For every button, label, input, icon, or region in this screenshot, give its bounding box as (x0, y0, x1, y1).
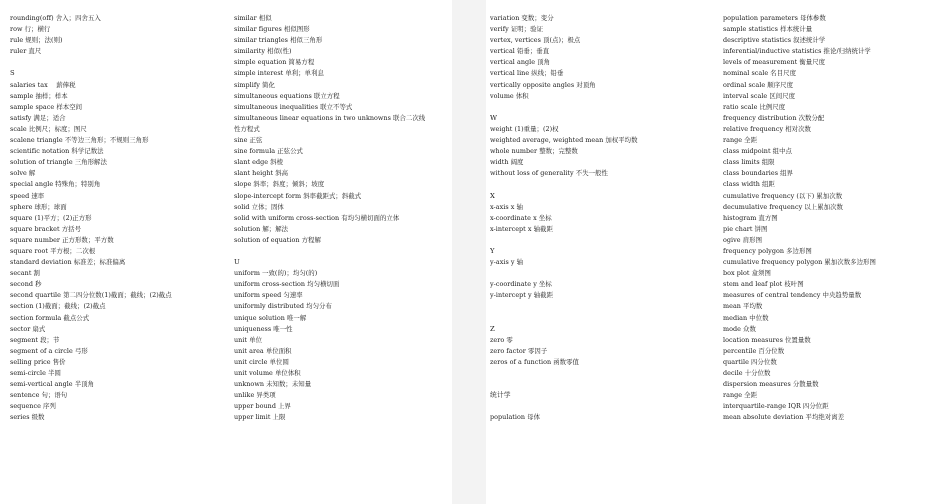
glossary-entry: solve 解 (10, 169, 36, 178)
glossary-entry: solution of equation 方程解 (234, 235, 321, 244)
glossary-entry: slope 斜率；斜度；倾斜；坡度 (234, 180, 325, 189)
glossary-page-left (0, 0, 452, 504)
blank-line (490, 102, 704, 113)
glossary-entry: class midpoint 组中点 (723, 147, 792, 156)
glossary-entry: uniform 一致(的)；均匀(的) (234, 269, 318, 278)
blank-line (490, 179, 704, 190)
glossary-entry: secant 割 (10, 269, 40, 278)
glossary-entry: sentence 句；语句 (10, 391, 68, 400)
glossary-entry: volume 体积 (490, 91, 529, 100)
glossary-entry: sample space 样本空间 (10, 102, 83, 111)
glossary-entry: whole number 整数；完整数 (490, 147, 578, 156)
glossary-entry: speed 速率 (10, 191, 45, 200)
glossary-entry: x-intercept x 轴截距 (490, 224, 553, 233)
glossary-entry: mode 众数 (723, 324, 756, 333)
glossary-entry: solution 解；解法 (234, 224, 289, 233)
glossary-entry: range 全距 (723, 136, 758, 145)
glossary-entry: x-coordinate x 坐标 (490, 213, 552, 222)
section-heading: S (10, 69, 15, 78)
page-gutter (452, 0, 486, 504)
glossary-entry: ruler 直尺 (10, 47, 42, 56)
blank-line (490, 368, 704, 379)
glossary-entry: unknown 未知数；未知量 (234, 380, 312, 389)
glossary-entry: percentile 百分位数 (723, 346, 785, 355)
glossary-entry: similar triangles 相似三角形 (234, 36, 323, 45)
blank-line (490, 268, 704, 279)
section-heading: W (490, 113, 498, 122)
glossary-entry: square root 平方根；二次根 (10, 246, 96, 255)
glossary-entry: zero 零 (490, 335, 513, 344)
glossary-column (723, 13, 937, 423)
blank-line (10, 57, 224, 68)
glossary-entry: population 母体 (490, 413, 541, 422)
blank-line (490, 313, 704, 324)
glossary-entry: scientific notation 科学记数法 (10, 147, 104, 156)
glossary-entry: solid 立体；固体 (234, 202, 284, 211)
glossary-entry: second 秒 (10, 280, 42, 289)
glossary-entry: series 级数 (10, 413, 45, 422)
glossary-entry: segment of a circle 弓形 (10, 346, 88, 355)
glossary-entry: section (1)截面；截线；(2)截点 (10, 302, 106, 311)
glossary-entry: similar 相似 (234, 14, 272, 22)
section-heading: Z (490, 324, 495, 333)
glossary-entry: y-coordinate y 坐标 (490, 280, 552, 289)
glossary-entry: sine 正弦 (234, 136, 263, 145)
glossary-entry: simple equation 简易方程 (234, 58, 315, 67)
glossary-entry: interquartile-range IQR 四分位距 (723, 402, 829, 411)
glossary-entry: cumulative frequency polygon 累加次数多边形图 (723, 258, 876, 267)
glossary-entry: scale 比例尺；标度；图尺 (10, 124, 87, 133)
glossary-entry: sample statistics 样本统计量 (723, 25, 813, 34)
glossary-entry: weighted average, weighted mean 加权平均数 (490, 136, 638, 145)
glossary-entry: quartile 四分位数 (723, 357, 777, 366)
glossary-entry: slant edge 斜棱 (234, 158, 284, 167)
glossary-entry: simultaneous inequalities 联立不等式 (234, 102, 353, 111)
glossary-entry: upper limit 上限 (234, 413, 286, 422)
glossary-entry: y-axis y 轴 (490, 258, 524, 267)
glossary-entry: uniform speed 匀速率 (234, 291, 303, 300)
glossary-entry: verify 证明；验证 (490, 25, 544, 34)
glossary-entry: salaries tax 薪俸税 (10, 80, 76, 89)
blank-line (490, 235, 704, 246)
glossary-entry: solid with uniform cross-section 有均匀横切面的立体 (234, 213, 400, 222)
section-heading: 统计学 (490, 391, 511, 400)
glossary-entry: solution of triangle 三角形解法 (10, 158, 107, 167)
glossary-entry: median 中位数 (723, 313, 769, 322)
glossary-entry: descriptive statistics 叙述统计学 (723, 36, 826, 45)
glossary-entry: uniformly distributed 均匀分布 (234, 302, 332, 311)
glossary-entry: measures of central tendency 中央趋势量数 (723, 291, 862, 300)
glossary-entry: simultaneous equations 联立方程 (234, 91, 340, 100)
glossary-entry: unit area 单位面积 (234, 346, 292, 355)
glossary-entry: without loss of generality 不失一般性 (490, 169, 608, 178)
section-heading: U (234, 258, 240, 267)
section-heading: X (490, 191, 495, 200)
glossary-entry: simultaneous linear equations in two unknowns 联合二次线 (234, 113, 426, 122)
glossary-entry: uniform cross-section 均匀横切面 (234, 280, 340, 289)
glossary-entry: interval scale 区间尺度 (723, 91, 796, 100)
glossary-entry: vertex, vertices 顶(点)；极点 (490, 36, 581, 45)
glossary-entry: sector 扇式 (10, 324, 46, 333)
glossary-entry: levels of measurement 衡量尺度 (723, 58, 826, 67)
glossary-entry: width 阔度 (490, 158, 524, 167)
glossary-entry: nominal scale 名目尺度 (723, 69, 797, 78)
glossary-entry: square bracket 方括号 (10, 224, 82, 233)
glossary-entry: pie chart 饼图 (723, 224, 768, 233)
glossary-entry: sequence 序列 (10, 402, 56, 411)
glossary-entry: satisfy 满足；适合 (10, 113, 66, 122)
glossary-entry: dispersion measures 分散量数 (723, 380, 819, 389)
glossary-entry: range 全距 (723, 391, 758, 400)
glossary-entry: ogive 肩形图 (723, 235, 763, 244)
glossary-entry: class limits 组限 (723, 158, 775, 167)
glossary-entry: sphere 球形；球面 (10, 202, 67, 211)
glossary-entry: zeros of a function 函数零值 (490, 357, 579, 366)
glossary-entry: frequency distribution 次数分配 (723, 113, 825, 122)
glossary-entry: simple interest 单利；单利息 (234, 69, 325, 78)
glossary-entry: upper bound 上界 (234, 402, 291, 411)
glossary-entry: unit volume 单位体积 (234, 369, 301, 377)
glossary-entry: ordinal scale 顺序尺度 (723, 80, 794, 89)
glossary-entry: slope-intercept form 斜率截距式；斜截式 (234, 191, 362, 200)
glossary-entry: histogram 直方图 (723, 213, 778, 222)
glossary-entry: vertical line 纵线；铅垂 (490, 69, 564, 78)
glossary-entry: special angle 特殊角；特别角 (10, 180, 101, 189)
glossary-entry: sine formula 正弦公式 (234, 147, 303, 156)
glossary-entry: second quartile 第二四分位数(1)截面；截线；(2)截点 (10, 291, 172, 300)
glossary-entry: decumulative frequency 以上累加次数 (723, 202, 843, 211)
glossary-entry: vertical 铅垂；垂直 (490, 47, 550, 56)
glossary-entry: variation 变数；变分 (490, 14, 554, 22)
glossary-entry: section formula 截点公式 (10, 313, 90, 322)
glossary-entry: y-intercept y 轴截距 (490, 291, 554, 300)
glossary-entry: square (1)平方；(2)正方形 (10, 213, 92, 222)
glossary-entry: cumulative frequency (以下) 累加次数 (723, 191, 843, 200)
glossary-entry: ratio scale 比例尺度 (723, 102, 786, 111)
glossary-entry: rounding(off) 舍入；四舍五入 (10, 14, 101, 22)
glossary-entry: slant height 斜高 (234, 169, 289, 178)
glossary-entry: unit 单位 (234, 335, 263, 344)
glossary-page-right (486, 0, 938, 504)
glossary-entry: box plot 盒须图 (723, 269, 771, 278)
blank-line (490, 301, 704, 312)
glossary-entry: class width 组距 (723, 180, 775, 189)
glossary-entry: decile 十分位数 (723, 369, 771, 377)
glossary-entry: relative frequency 相对次数 (723, 124, 811, 133)
glossary-entry: scalene triangle 不等边三角形；不规则三角形 (10, 136, 149, 145)
glossary-entry: x-axis x 轴 (490, 202, 523, 211)
glossary-entry: similarity 相似(性) (234, 47, 292, 56)
glossary-entry: sample 抽样；样本 (10, 91, 68, 100)
glossary-entry: standard deviation 标准差；标准偏离 (10, 258, 126, 267)
glossary-entry: vertical angle 顶角 (490, 58, 551, 67)
glossary-entry: population parameters 母体参数 (723, 14, 826, 22)
glossary-column (234, 13, 448, 423)
glossary-entry: unit circle 单位圆 (234, 357, 289, 366)
glossary-entry: segment 段；节 (10, 335, 60, 344)
glossary-entry: location measures 位置量数 (723, 335, 811, 344)
glossary-entry: selling price 售价 (10, 357, 66, 366)
glossary-entry: mean 平均数 (723, 302, 763, 311)
glossary-entry: uniqueness 唯一性 (234, 324, 293, 333)
glossary-entry: frequency polygon 多边形图 (723, 246, 812, 255)
glossary-entry: 性方程式 (234, 124, 260, 133)
glossary-column (10, 13, 224, 423)
glossary-entry: unique solution 唯一解 (234, 313, 307, 322)
glossary-entry: vertically opposite angles 对顶角 (490, 80, 596, 89)
glossary-column (490, 13, 704, 423)
glossary-entry: mean absolute deviation 平均绝对离差 (723, 413, 845, 422)
glossary-entry: square number 正方形数；平方数 (10, 235, 114, 244)
glossary-entry: inferential/inductive statistics 推论/归纳统计学 (723, 47, 871, 56)
glossary-entry: weight (1)重量；(2)权 (490, 124, 559, 133)
section-heading: Y (490, 246, 495, 255)
blank-line (490, 379, 704, 390)
glossary-entry: similar figures 相似图形 (234, 25, 310, 34)
blank-line (234, 246, 448, 257)
glossary-entry: row 行；横行 (10, 25, 51, 34)
glossary-entry: semi-vertical angle 半顶角 (10, 380, 95, 389)
glossary-entry: stem and leaf plot 枝叶图 (723, 280, 804, 289)
glossary-entry: simplify 简化 (234, 80, 275, 89)
blank-line (490, 401, 704, 412)
glossary-entry: class boundaries 组界 (723, 169, 794, 178)
glossary-entry: zero factor 零因子 (490, 346, 548, 355)
glossary-entry: semi-circle 半圆 (10, 369, 61, 377)
glossary-entry: unlike 异类项 (234, 391, 276, 400)
glossary-entry: rule 规则；法(则) (10, 36, 63, 45)
